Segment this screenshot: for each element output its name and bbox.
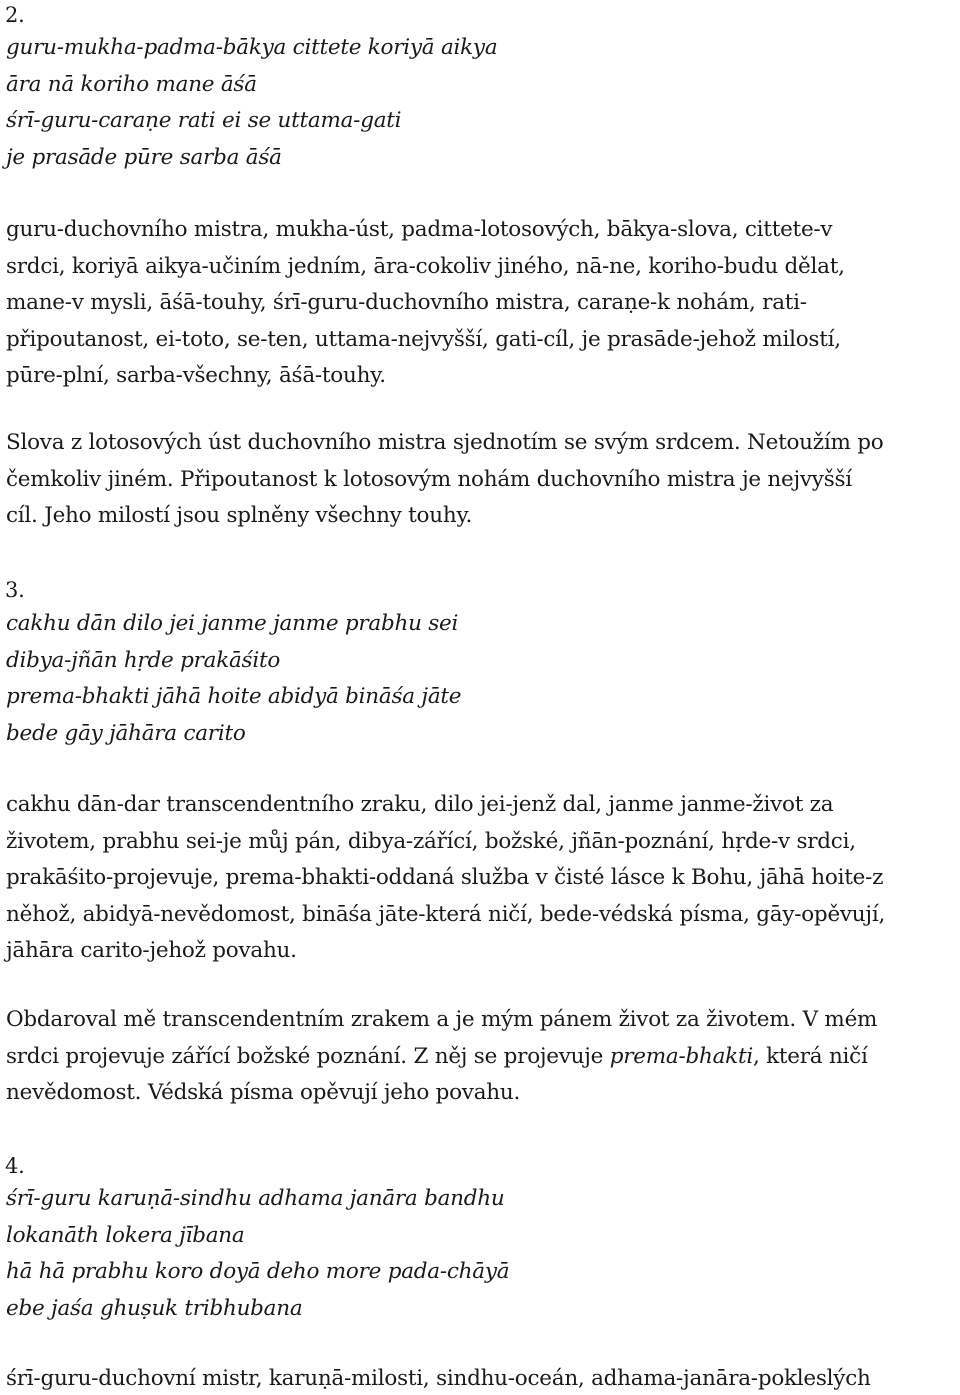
translation-text: , která ničí xyxy=(752,1043,868,1069)
word-for-word-line: śrī-guru-duchovní mistr, karuṇā-milosti, sindhu-oceán, adhama-janāra-pokleslých xyxy=(6,1366,871,1391)
transliteration-line: bede gāy jāhāra carito xyxy=(6,720,246,746)
transliteration-line: dibya-jñān hṛde prakāśito xyxy=(6,647,281,673)
word-for-word xyxy=(6,787,885,970)
verse-transliteration xyxy=(6,30,497,176)
word-for-word-line: něhož, abidyā-nevědomost, bināśa jāte-která ničí, bede-védská písma, gāy-opěvují, xyxy=(6,901,886,927)
transliteration-line: cakhu dān dilo jei janme janme prabhu sei xyxy=(6,611,459,636)
transliteration-line: je prasāde pūre sarba āśā xyxy=(6,144,282,170)
word-for-word-line: guru-duchovního mistra, mukha-úst, padma-lotosových, bākya-slova, cittete-v xyxy=(6,217,833,242)
word-for-word-line: srdci, koriyā aikya-učiním jedním, āra-cokoliv jiného, nā-ne, koriho-budu dělat, xyxy=(6,253,845,279)
transliteration-line: śrī-guru karuṇā-sindhu adhama janāra bandhu xyxy=(6,1186,505,1211)
transliteration-line: hā hā prabhu koro doyā deho more pada-chāyā xyxy=(6,1259,510,1284)
translation-line xyxy=(6,1039,877,1076)
word-for-word-line: životem, prabhu sei-je můj pán, dibya-zářící, božské, jñān-poznání, hṛde-v srdci, xyxy=(6,828,856,854)
translation xyxy=(6,425,883,535)
translation-line: nevědomost. Védská písma opěvují jeho povahu. xyxy=(6,1080,521,1105)
translation-text: srdci projevuje zářící božské poznání. Z něj se projevuje xyxy=(6,1043,610,1069)
word-for-word-line: pūre-plní, sarba-všechny, āśā-touhy. xyxy=(6,363,386,388)
word-for-word xyxy=(6,1361,871,1395)
transliteration-line: guru-mukha-padma-bākya cittete koriyā aikya xyxy=(6,35,498,60)
transliteration-line: śrī-guru-caraṇe rati ei se uttama-gati xyxy=(6,108,402,133)
translation-line: cíl. Jeho milostí jsou splněny všechny touhy. xyxy=(6,503,473,528)
transliteration-line: lokanāth lokera jībana xyxy=(6,1222,245,1248)
translation-line: Obdaroval mě transcendentním zrakem a je mým pánem život za životem. V mém xyxy=(6,1007,878,1032)
transliteration-line: ebe jaśa ghuṣuk tribhubana xyxy=(6,1295,303,1321)
word-for-word-line: prakāśito-projevuje, prema-bhakti-oddaná služba v čisté lásce k Bohu, jāhā hoite-z xyxy=(6,865,884,890)
transliteration-line: āra nā koriho mane āśā xyxy=(6,71,257,97)
verse-number: 4. xyxy=(5,1154,25,1178)
word-for-word-line: jāhāra carito-jehož povahu. xyxy=(6,938,297,963)
translation-line: čemkoliv jiném. Připoutanost k lotosovým nohám duchovního mistra je nejvyšší xyxy=(6,466,852,492)
verse-transliteration xyxy=(6,606,461,752)
word-for-word xyxy=(6,212,845,395)
translation-emphasis: prema-bhakti xyxy=(609,1043,753,1069)
word-for-word-line: připoutanost, ei-toto, se-ten, uttama-nejvyšší, gati-cíl, je prasāde-jehož milostí, xyxy=(6,326,841,352)
word-for-word-line: cakhu dān-dar transcendentního zraku, dilo jei-jenž dal, janme janme-život za xyxy=(6,792,834,817)
verse-transliteration xyxy=(6,1181,509,1327)
word-for-word-line: mane-v mysli, āśā-touhy, śrī-guru-duchovního mistra, caraṇe-k nohám, rati- xyxy=(6,290,807,315)
translation xyxy=(6,1002,877,1112)
transliteration-line: prema-bhakti jāhā hoite abidyā bināśa jāte xyxy=(6,684,462,709)
verse-number: 2. xyxy=(5,3,25,27)
translation-line: Slova z lotosových úst duchovního mistra sjednotím se svým srdcem. Netoužím po xyxy=(6,430,884,455)
verse-number: 3. xyxy=(5,578,25,602)
